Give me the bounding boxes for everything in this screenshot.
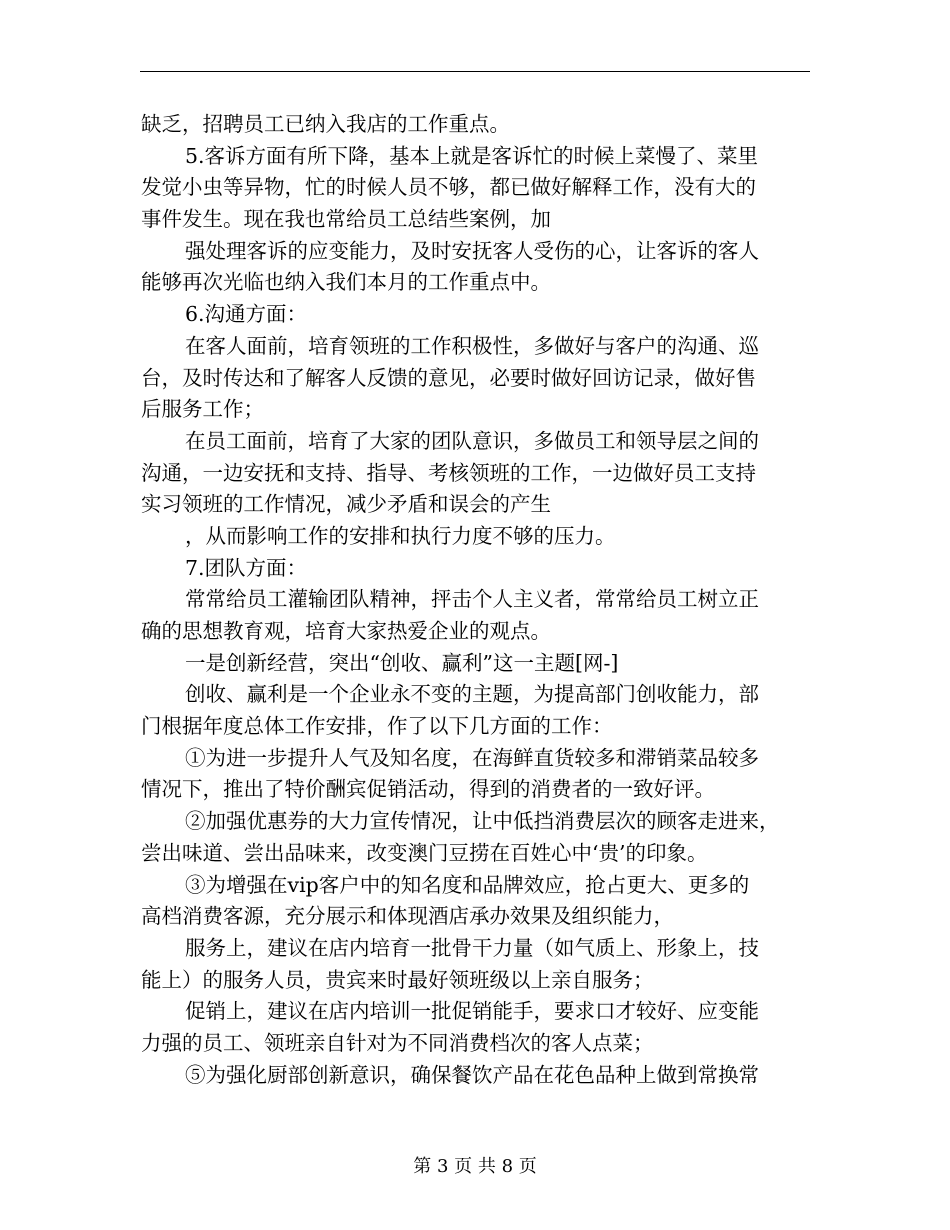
text-line: 发觉小虫等异物，忙的时候人员不够，都已做好解释工作，没有大的 (141, 175, 756, 200)
text-line: ⑤为强化厨部创新意识，确保餐饮产品在花色品种上做到常换常 (185, 1062, 759, 1087)
text-line: 力强的员工、领班亲自针对为不同消费档次的客人点菜； (141, 1030, 654, 1055)
header-rule (140, 71, 810, 72)
text-line: 情况下，推出了特价酬宾促销活动，得到的消费者的一致好评。 (141, 777, 715, 802)
document-body (141, 109, 811, 1091)
text-line: 强处理客诉的应变能力，及时安抚客人受伤的心，让客诉的客人 (185, 238, 759, 263)
text-line: 缺乏，招聘员工已纳入我店的工作重点。 (141, 112, 510, 136)
text-line: 尝出味道、尝出品味来，改变澳门豆捞在百姓心中‘贵’的印象。 (141, 840, 708, 865)
text-line: 实习领班的工作情况，减少矛盾和误会的产生 (141, 492, 551, 517)
text-line: 确的思想教育观，培育大家热爱企业的观点。 (141, 619, 551, 643)
text-line: 一是创新经营，突出“创收、赢利”这一主题[网-] (185, 650, 619, 675)
text-line: 台，及时传达和了解客人反馈的意见，必要时做好回访记录，做好售 (141, 365, 756, 390)
text-line: 5.客诉方面有所下降，基本上就是客诉忙的时候上菜慢了、菜里 (185, 143, 759, 168)
text-line: 能够再次光临也纳入我们本月的工作重点中。 (141, 270, 551, 295)
page-footer: 第 3 页 共 8 页 (413, 1156, 537, 1177)
text-line: 高档消费客源，充分展示和体现酒店承办效果及组织能力， (141, 904, 674, 929)
text-line: ②加强优惠券的大力宣传情况，让中低挡消费层次的顾客走进来， (185, 809, 780, 834)
text-line: 后服务工作； (141, 397, 264, 422)
text-line: ①为进一步提升人气及知名度，在海鲜直货较多和滞销菜品较多 (185, 745, 759, 770)
text-line: 在客人面前，培育领班的工作积极性，多做好与客户的沟通、巡 (185, 333, 759, 358)
text-line: 7.团队方面： (185, 555, 308, 580)
text-line: 促销上，建议在店内培训一批促销能手，要求口才较好、应变能 (185, 999, 759, 1024)
text-line: 在员工面前，培育了大家的团队意识，多做员工和领导层之间的 (185, 428, 759, 453)
text-line: ，从而影响工作的安排和执行力度不够的压力。 (185, 523, 616, 548)
text-line: 能上）的服务人员，贵宾来时最好领班级以上亲自服务； (141, 967, 654, 992)
text-line: 门根据年度总体工作安排，作了以下几方面的工作： (141, 714, 613, 739)
text-line: 事件发生。现在我也常给员工总结些案例，加 (141, 207, 551, 232)
text-line: ③为增强在vip客户中的知名度和品牌效应，抢占更大、更多的 (185, 872, 750, 897)
text-line: 6.沟通方面： (185, 302, 308, 327)
text-line: 创收、赢利是一个企业永不变的主题，为提高部门创收能力，部 (185, 682, 759, 707)
text-line: 服务上，建议在店内培育一批骨干力量（如气质上、形象上，技 (185, 935, 759, 960)
text-line: 常常给员工灌输团队精神，抨击个人主义者，常常给员工树立正 (185, 587, 759, 612)
text-line: 沟通，一边安抚和支持、指导、考核领班的工作，一边做好员工支持 (141, 460, 756, 485)
